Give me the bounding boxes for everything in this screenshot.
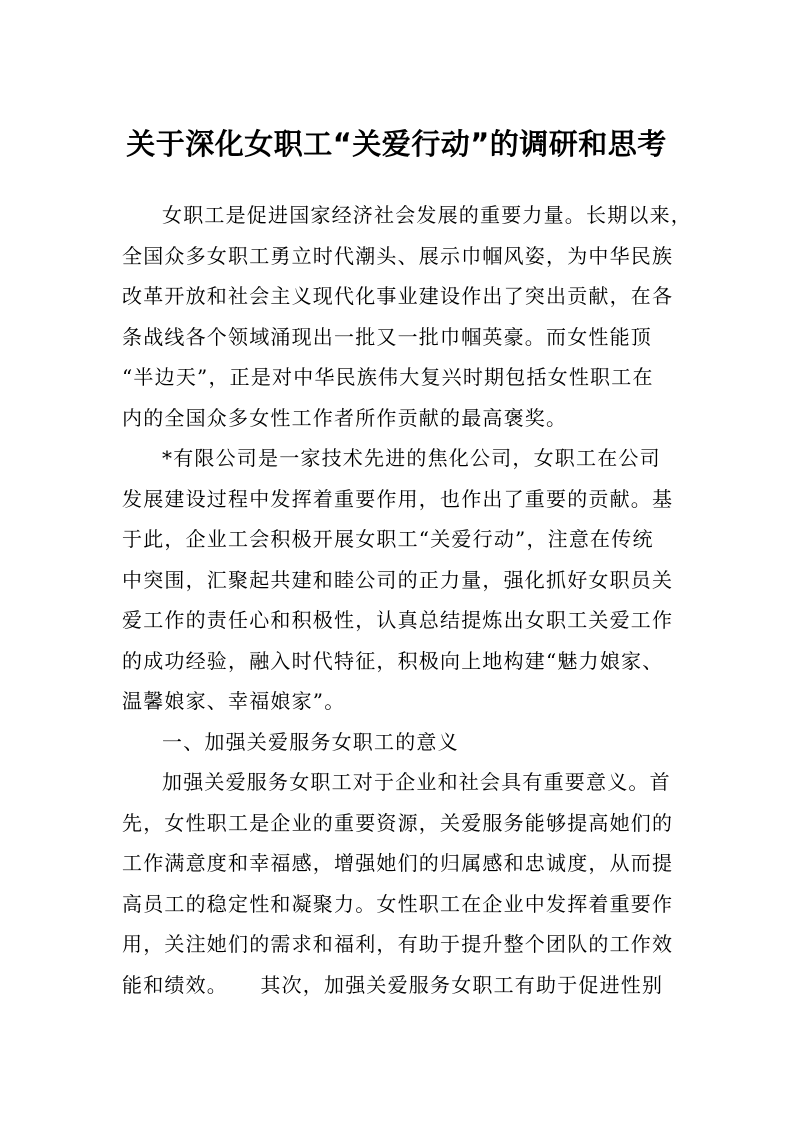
text-line: 先，女性职工是企业的重要资源，关爱服务能够提高她们的: [122, 810, 674, 835]
text-line: 用，关注她们的需求和福利，有助于提升整个团队的工作效: [122, 932, 674, 956]
text-line: *有限公司是一家技术先进的焦化公司，女职工在公司: [162, 446, 661, 470]
text-line: 中突围，汇聚起共建和睦公司的正力量，强化抓好女职员关: [122, 567, 674, 592]
text-line: 女职工是促进国家经济社会发展的重要力量。长期以来，: [162, 203, 692, 227]
text-line: 能和绩效。 其次，加强关爱服务女职工有助于促进性别: [122, 972, 664, 997]
text-line: 条战线各个领域涌现出一批又一批巾帼英豪。而女性能顶: [122, 324, 652, 349]
text-line: 全国众多女职工勇立时代潮头、展示巾帼风姿，为中华民族: [122, 243, 674, 268]
text-line: 的成功经验，融入时代特征，积极向上地构建“魅力娘家、: [122, 648, 664, 673]
text-line: 改革开放和社会主义现代化事业建设作出了突出贡献，在各: [122, 284, 674, 308]
text-line: 加强关爱服务女职工对于企业和社会具有重要意义。首: [162, 770, 671, 794]
document-title: 关于深化女职工“关爱行动”的调研和思考: [126, 127, 667, 161]
document-body: [122, 195, 692, 1005]
text-line: 工作满意度和幸福感，增强她们的归属感和忠诚度，从而提: [122, 851, 674, 875]
text-line: 于此，企业工会积极开展女职工“关爱行动”，注意在传统: [122, 527, 654, 551]
section-heading: 一、加强关爱服务女职工的意义: [162, 729, 459, 754]
text-line: 温馨娘家、幸福娘家”。: [122, 689, 346, 713]
text-line: 内的全国众多女性工作者所作贡献的最高褒奖。: [122, 405, 568, 430]
text-line: “半边天”，正是对中华民族伟大复兴时期包括女性职工在: [122, 365, 654, 389]
text-line: 高员工的稳定性和凝聚力。女性职工在企业中发挥着重要作: [122, 891, 674, 916]
text-line: 爱工作的责任心和积极性，认真总结提炼出女职工关爱工作: [122, 608, 674, 632]
text-line: 发展建设过程中发挥着重要作用，也作出了重要的贡献。基: [122, 486, 674, 511]
